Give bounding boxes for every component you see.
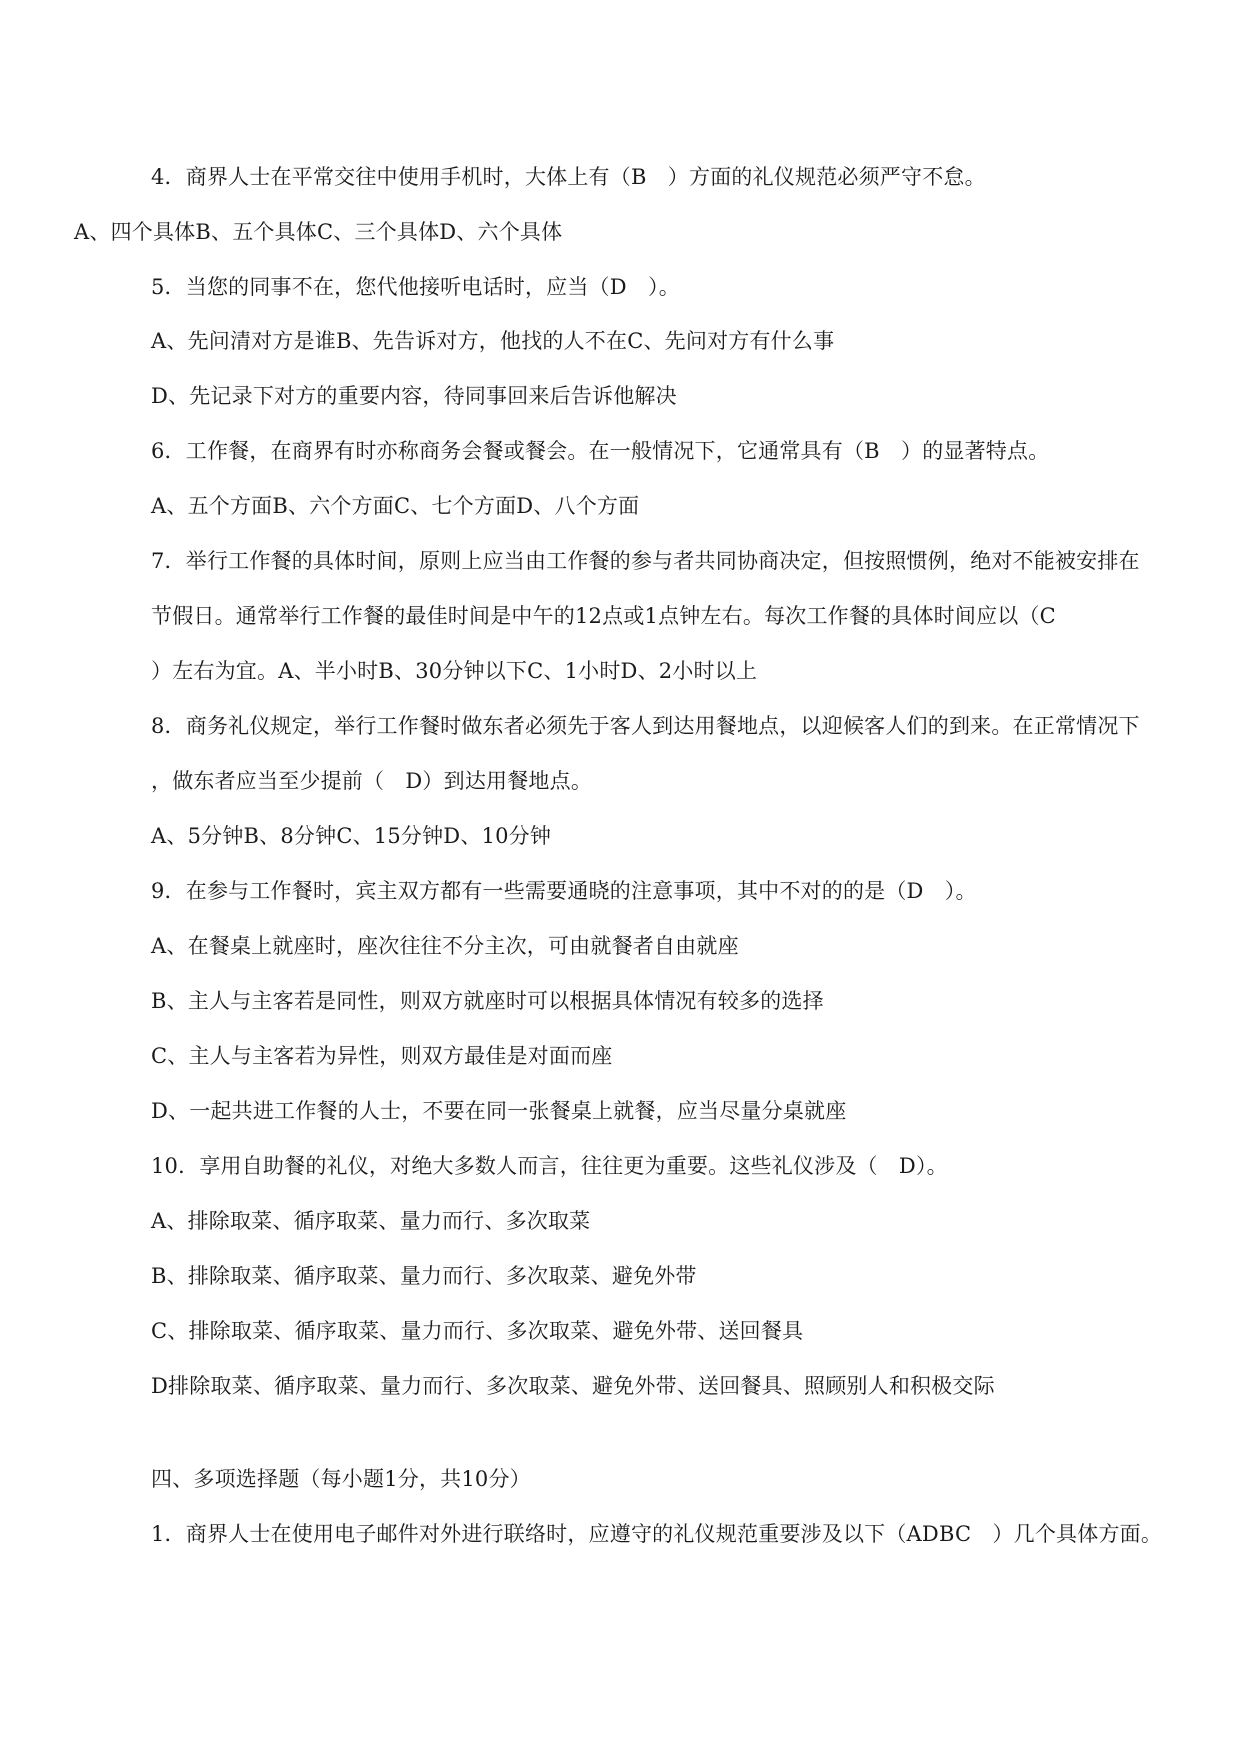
question-6-text: 6．工作餐，在商界有时亦称商务会餐或餐会。在一般情况下，它通常具有（B ）的显著特点。: [151, 439, 1050, 463]
question-5-text: 5．当您的同事不在，您代他接听电话时，应当（D ）。: [151, 275, 680, 299]
question-4-text: 4．商界人士在平常交往中使用手机时，大体上有（B ）方面的礼仪规范必须严守不怠。: [151, 165, 986, 189]
question-9-option-a: A、在餐桌上就座时，座次往往不分主次，可由就餐者自由就座: [151, 934, 739, 958]
question-10-option-a: A、排除取菜、循序取菜、量力而行、多次取菜: [151, 1209, 591, 1233]
multi-question-1-text: 1．商界人士在使用电子邮件对外进行联络时，应遵守的礼仪规范重要涉及以下（ADBC ）几个具体方面。: [151, 1522, 1163, 1546]
question-9-option-d: D、一起共进工作餐的人士，不要在同一张餐桌上就餐，应当尽量分桌就座: [151, 1099, 847, 1123]
question-10-option-d: D排除取菜、循序取菜、量力而行、多次取菜、避免外带、送回餐具、照顾别人和积极交际: [151, 1374, 995, 1398]
question-5-option-d: D、先记录下对方的重要内容，待同事回来后告诉他解决: [151, 384, 677, 408]
question-5-options-abc: A、先问清对方是谁B、先告诉对方，他找的人不在C、先问对方有什么事: [151, 329, 835, 353]
question-7-options: ）左右为宜。A、半小时B、30分钟以下C、1小时D、2小时以上: [151, 659, 758, 683]
section-heading: 四、多项选择题（每小题1分，共10分）: [151, 1467, 531, 1491]
question-7-text-line-2: 节假日。通常举行工作餐的最佳时间是中午的12点或1点钟左右。每次工作餐的具体时间应以（C: [151, 604, 1056, 628]
question-8-text-line-1: 8．商务礼仪规定，举行工作餐时做东者必须先于客人到达用餐地点，以迎候客人们的到来。在正常情况下: [151, 714, 1140, 738]
question-7-text-line-1: 7．举行工作餐的具体时间，原则上应当由工作餐的参与者共同协商决定，但按照惯例，绝对不能被安排在: [151, 549, 1140, 573]
question-9-option-c: C、主人与主客若为异性，则双方最佳是对面而座: [151, 1044, 613, 1068]
question-9-text: 9．在参与工作餐时，宾主双方都有一些需要通晓的注意事项，其中不对的的是（D ）。: [151, 879, 977, 903]
question-8-options: A、5分钟B、8分钟C、15分钟D、10分钟: [151, 824, 552, 848]
question-10-option-b: B、排除取菜、循序取菜、量力而行、多次取菜、避免外带: [151, 1264, 697, 1288]
question-10-option-c: C、排除取菜、循序取菜、量力而行、多次取菜、避免外带、送回餐具: [151, 1319, 804, 1343]
question-8-text-line-2: ，做东者应当至少提前（ D）到达用餐地点。: [151, 769, 593, 793]
question-4-options: A、四个具体B、五个具体C、三个具体D、六个具体: [74, 220, 563, 244]
question-10-text: 10．享用自助餐的礼仪，对绝大多数人而言，往往更为重要。这些礼仪涉及（ D）。: [151, 1154, 948, 1178]
question-9-option-b: B、主人与主客若是同性，则双方就座时可以根据具体情况有较多的选择: [151, 989, 824, 1013]
question-6-options: A、五个方面B、六个方面C、七个方面D、八个方面: [151, 494, 640, 518]
